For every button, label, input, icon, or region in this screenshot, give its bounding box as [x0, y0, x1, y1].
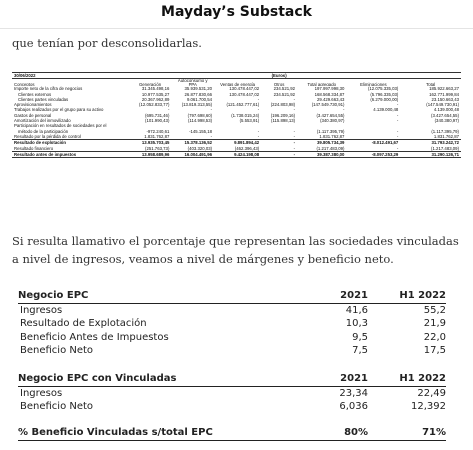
sheet-cell: 4.139.000,48	[433, 107, 459, 113]
sheet-cell: (147.549.730,91)	[311, 102, 345, 108]
sheet-row-label: Clientes partes vinculadas	[18, 96, 69, 102]
col-header: Eliminaciones	[360, 81, 387, 87]
sheet-row-label: Resultado por la pérdida de control	[14, 133, 81, 139]
col-header: Generación	[138, 81, 162, 87]
sheet-row	[12, 151, 461, 157]
sheet-row-label: Resultado financiero	[14, 145, 54, 151]
sheet-cell: 162.771.999,84	[429, 91, 459, 97]
value-h1-2022: 22,49	[417, 387, 446, 399]
sheet-cell: 130.478.447,02	[229, 86, 260, 92]
sheet-cell: 15.378.136,52	[171, 140, 214, 146]
sheet-cell: 9.061.700,54	[186, 96, 213, 102]
intro-paragraph: que tenían por desconsolidarlas.	[12, 36, 202, 50]
sheet-cell: -	[257, 107, 260, 113]
sheet-cell: -	[167, 107, 170, 113]
sheet-cell: 185.922.663,27	[429, 86, 459, 92]
percentage-table	[18, 426, 446, 441]
sheet-cell: 4.139.000,48	[373, 107, 399, 113]
percentage-row	[18, 426, 446, 441]
sheet-cell: -	[261, 140, 297, 146]
sheet-cell: -	[257, 96, 260, 102]
sheet-cell: (251.763,73)	[145, 145, 170, 151]
substack-header	[0, 0, 473, 29]
sheet-cell: 29.429.663,43	[316, 96, 345, 102]
sheet-cell: (1.117.395,79)	[316, 128, 345, 134]
percentage-h1-2022: 71%	[422, 427, 446, 438]
body-paragraph: Si resulta llamativo el porcentaje que representan las sociedades vinculadas a nivel de ingresos, veamos a nivel de márgenes y beneficio neto.	[12, 234, 459, 266]
sheet-cell: 20.367.962,89	[141, 96, 170, 102]
percentage-2021: 80%	[344, 427, 368, 438]
sheet-cell: -	[293, 145, 296, 151]
sheet-cell: -	[261, 151, 297, 157]
sheet-cell: 16.004.491,96	[171, 151, 214, 157]
value-h1-2022: 55,2	[423, 304, 446, 316]
sheet-cell: 31.345.498,16	[141, 86, 170, 92]
sheet-cell: (224.803,98)	[270, 102, 296, 108]
epc-vinculadas-table	[18, 372, 446, 414]
segment-results-body	[12, 73, 461, 158]
row-label: Beneficio Antes de Impuestos	[20, 331, 169, 343]
sheet-cell: (5.553,91)	[239, 118, 260, 124]
sheet-cell: -8.097.253,29	[346, 151, 400, 157]
sheet-cell: (13.819.313,55)	[181, 102, 213, 108]
sheet-cell: (114.998,53)	[187, 118, 213, 124]
sheet-cell: (115.898,13)	[271, 118, 296, 124]
sheet-cell: -	[293, 107, 296, 113]
value-2021: 41,6	[345, 304, 368, 316]
table-row	[18, 317, 446, 331]
sheet-row-label: Amortización del inmovilizado	[14, 118, 71, 124]
sheet-row-label: Resultado de explotación	[12, 140, 129, 146]
year-header: 2021	[340, 290, 368, 301]
segment-results-table	[12, 72, 461, 158]
sheet-row-label: Importe neto de la cifra de negocios	[14, 86, 83, 92]
sheet-cell: (12.075.335,03)	[367, 86, 399, 92]
sheet-cell: 31.793.242,72	[400, 140, 461, 146]
sheet-row	[12, 86, 461, 91]
sheet-row-label: método de la participación	[18, 128, 69, 134]
sheet-cell: 1.831.762,87	[144, 133, 170, 139]
epc-vinculadas-rows	[18, 387, 446, 414]
col-header: Conceptos	[14, 81, 35, 87]
col-header: Otros	[273, 81, 285, 87]
sheet-cell: -	[293, 128, 296, 134]
sheet-cell: 10.977.535,27	[141, 91, 170, 97]
sheet-cell: (3.427.654,55)	[431, 112, 459, 118]
segment-results-spreadsheet-image	[12, 72, 461, 210]
sheet-cell: (1.117.395,79)	[431, 128, 459, 134]
sheet-cell: 197.997.998,30	[314, 86, 345, 92]
sheet-row-label: Gastos de personal	[14, 112, 52, 118]
sheet-cell: -	[396, 118, 399, 124]
epc-rows	[18, 304, 446, 358]
sheet-row-label: Resultado antes de impuestos	[12, 151, 129, 157]
year-header: 2021	[340, 373, 368, 384]
sheet-cell: (403.320,03)	[187, 145, 213, 151]
sheet-cell: 234.521,92	[273, 91, 296, 97]
year-header: H1 2022	[399, 373, 446, 384]
sheet-cell: (101.990,43)	[145, 118, 170, 124]
value-h1-2022: 22,0	[423, 331, 446, 343]
sheet-cell: (1.738.015,24)	[231, 112, 260, 118]
sheet-cell: -	[396, 102, 399, 108]
sheet-cell: 39.805.734,39	[297, 140, 346, 146]
sheet-cell: -	[210, 133, 213, 139]
table-header-row	[18, 289, 446, 304]
row-label: Ingresos	[20, 387, 63, 399]
sheet-row-label: Aprovisionamientos	[14, 102, 52, 108]
row-label: Beneficio Neto	[20, 345, 94, 356]
sheet-cell: 35.939.531,20	[184, 86, 213, 92]
sheet-cell: (1.217.483,09)	[316, 145, 345, 151]
sheet-cell: 130.478.447,02	[229, 91, 260, 97]
col-header: Total	[426, 81, 436, 87]
table-header-row	[18, 372, 446, 387]
table-row	[18, 304, 446, 318]
sheet-cell: 168.568.334,87	[314, 91, 345, 97]
sheet-cell: (797.698,60)	[187, 112, 213, 118]
sheet-cell: -	[396, 112, 399, 118]
sheet-date: 30/06/2022	[12, 73, 129, 79]
sheet-cell: (1.217.483,09)	[431, 145, 459, 151]
row-label: Ingresos	[20, 304, 63, 316]
sheet-cell: -	[257, 128, 260, 134]
table-row	[18, 400, 446, 414]
sheet-cell: 9.424.198,08	[214, 151, 261, 157]
sheet-cell: -	[343, 107, 345, 113]
col-header: Ventas de energía	[220, 81, 256, 87]
sheet-cell: 13.935.703,45	[129, 140, 172, 146]
sheet-cell: (121.452.777,61)	[226, 102, 260, 108]
sheet-cell: 31.290.126,71	[400, 151, 461, 157]
epc-table	[18, 289, 446, 358]
sheet-cell: -	[396, 133, 399, 139]
sheet-cell: (340.380,97)	[434, 118, 459, 124]
row-label: Resultado de Explotación	[20, 318, 147, 329]
sheet-cell: (695.731,46)	[145, 112, 170, 118]
sheet-cell: (147.549.730,91)	[426, 102, 459, 108]
sheet-cell: -	[293, 96, 296, 102]
table-row	[18, 331, 446, 345]
sheet-cell: -	[210, 107, 213, 113]
sheet-cell: -	[293, 133, 296, 139]
sheet-cell: (462.396,43)	[234, 145, 260, 151]
sheet-cell: (196.209,16)	[270, 112, 296, 118]
sheet-cell: 234.521,92	[273, 86, 296, 92]
sheet-cell: 23.150.663,43	[431, 96, 459, 102]
sheet-cell: (5.796.335,03)	[370, 91, 399, 97]
value-h1-2022: 21,9	[423, 318, 446, 329]
sheet-cell: (340.380,97)	[320, 118, 345, 124]
value-h1-2022: 17,5	[423, 345, 446, 356]
col-header: Autoconsumo y PPA	[177, 78, 208, 87]
sheet-cell: 39.387.380,00	[297, 151, 346, 157]
sheet-currency: (Euros)	[261, 73, 297, 79]
year-header: H1 2022	[399, 290, 446, 301]
value-2021: 9,5	[352, 331, 368, 343]
sheet-row-label: Trabajos realizados por el grupo para su activo	[14, 107, 104, 113]
value-2021: 23,34	[339, 387, 368, 399]
sheet-cell: 26.877.830,66	[184, 91, 213, 97]
value-2021: 10,3	[345, 318, 368, 329]
col-header: Total agregado	[307, 81, 336, 87]
sheet-cell: -	[257, 133, 260, 139]
table-title: Negocio EPC	[18, 290, 89, 301]
table-row	[18, 344, 446, 358]
value-2021: 6,036	[339, 401, 368, 412]
sheet-cell: -8.012.491,67	[346, 140, 400, 146]
sheet-header-row	[12, 79, 461, 87]
sheet-cell: 13.958.689,96	[129, 151, 172, 157]
sheet-cell: 1.831.762,87	[319, 133, 345, 139]
publication-title[interactable]: Mayday’s Substack	[161, 4, 312, 20]
sheet-row-label: Clientes externos	[18, 91, 52, 97]
sheet-cell: 9.891.894,42	[214, 140, 261, 146]
sheet-cell: (3.427.654,55)	[316, 112, 345, 118]
percentage-label: % Beneficio Vinculadas s/total EPC	[18, 427, 213, 438]
sheet-row-label: Participación en resultados de sociedades por el	[14, 123, 107, 129]
sheet-cell: -972.240,61	[146, 128, 170, 134]
sheet-cell: -145.155,18	[189, 128, 213, 134]
table-title: Negocio EPC con Vinculadas	[18, 373, 177, 384]
value-2021: 7,5	[352, 345, 368, 356]
row-label: Beneficio Neto	[20, 401, 94, 412]
sheet-cell: -	[396, 128, 399, 134]
table-row	[18, 387, 446, 401]
sheet-cell: 1.831.762,87	[433, 133, 459, 139]
value-h1-2022: 12,392	[411, 401, 446, 412]
sheet-cell: (12.052.833,77)	[139, 102, 170, 108]
sheet-cell: (6.279.000,00)	[370, 96, 399, 102]
sheet-cell: -	[396, 145, 399, 151]
